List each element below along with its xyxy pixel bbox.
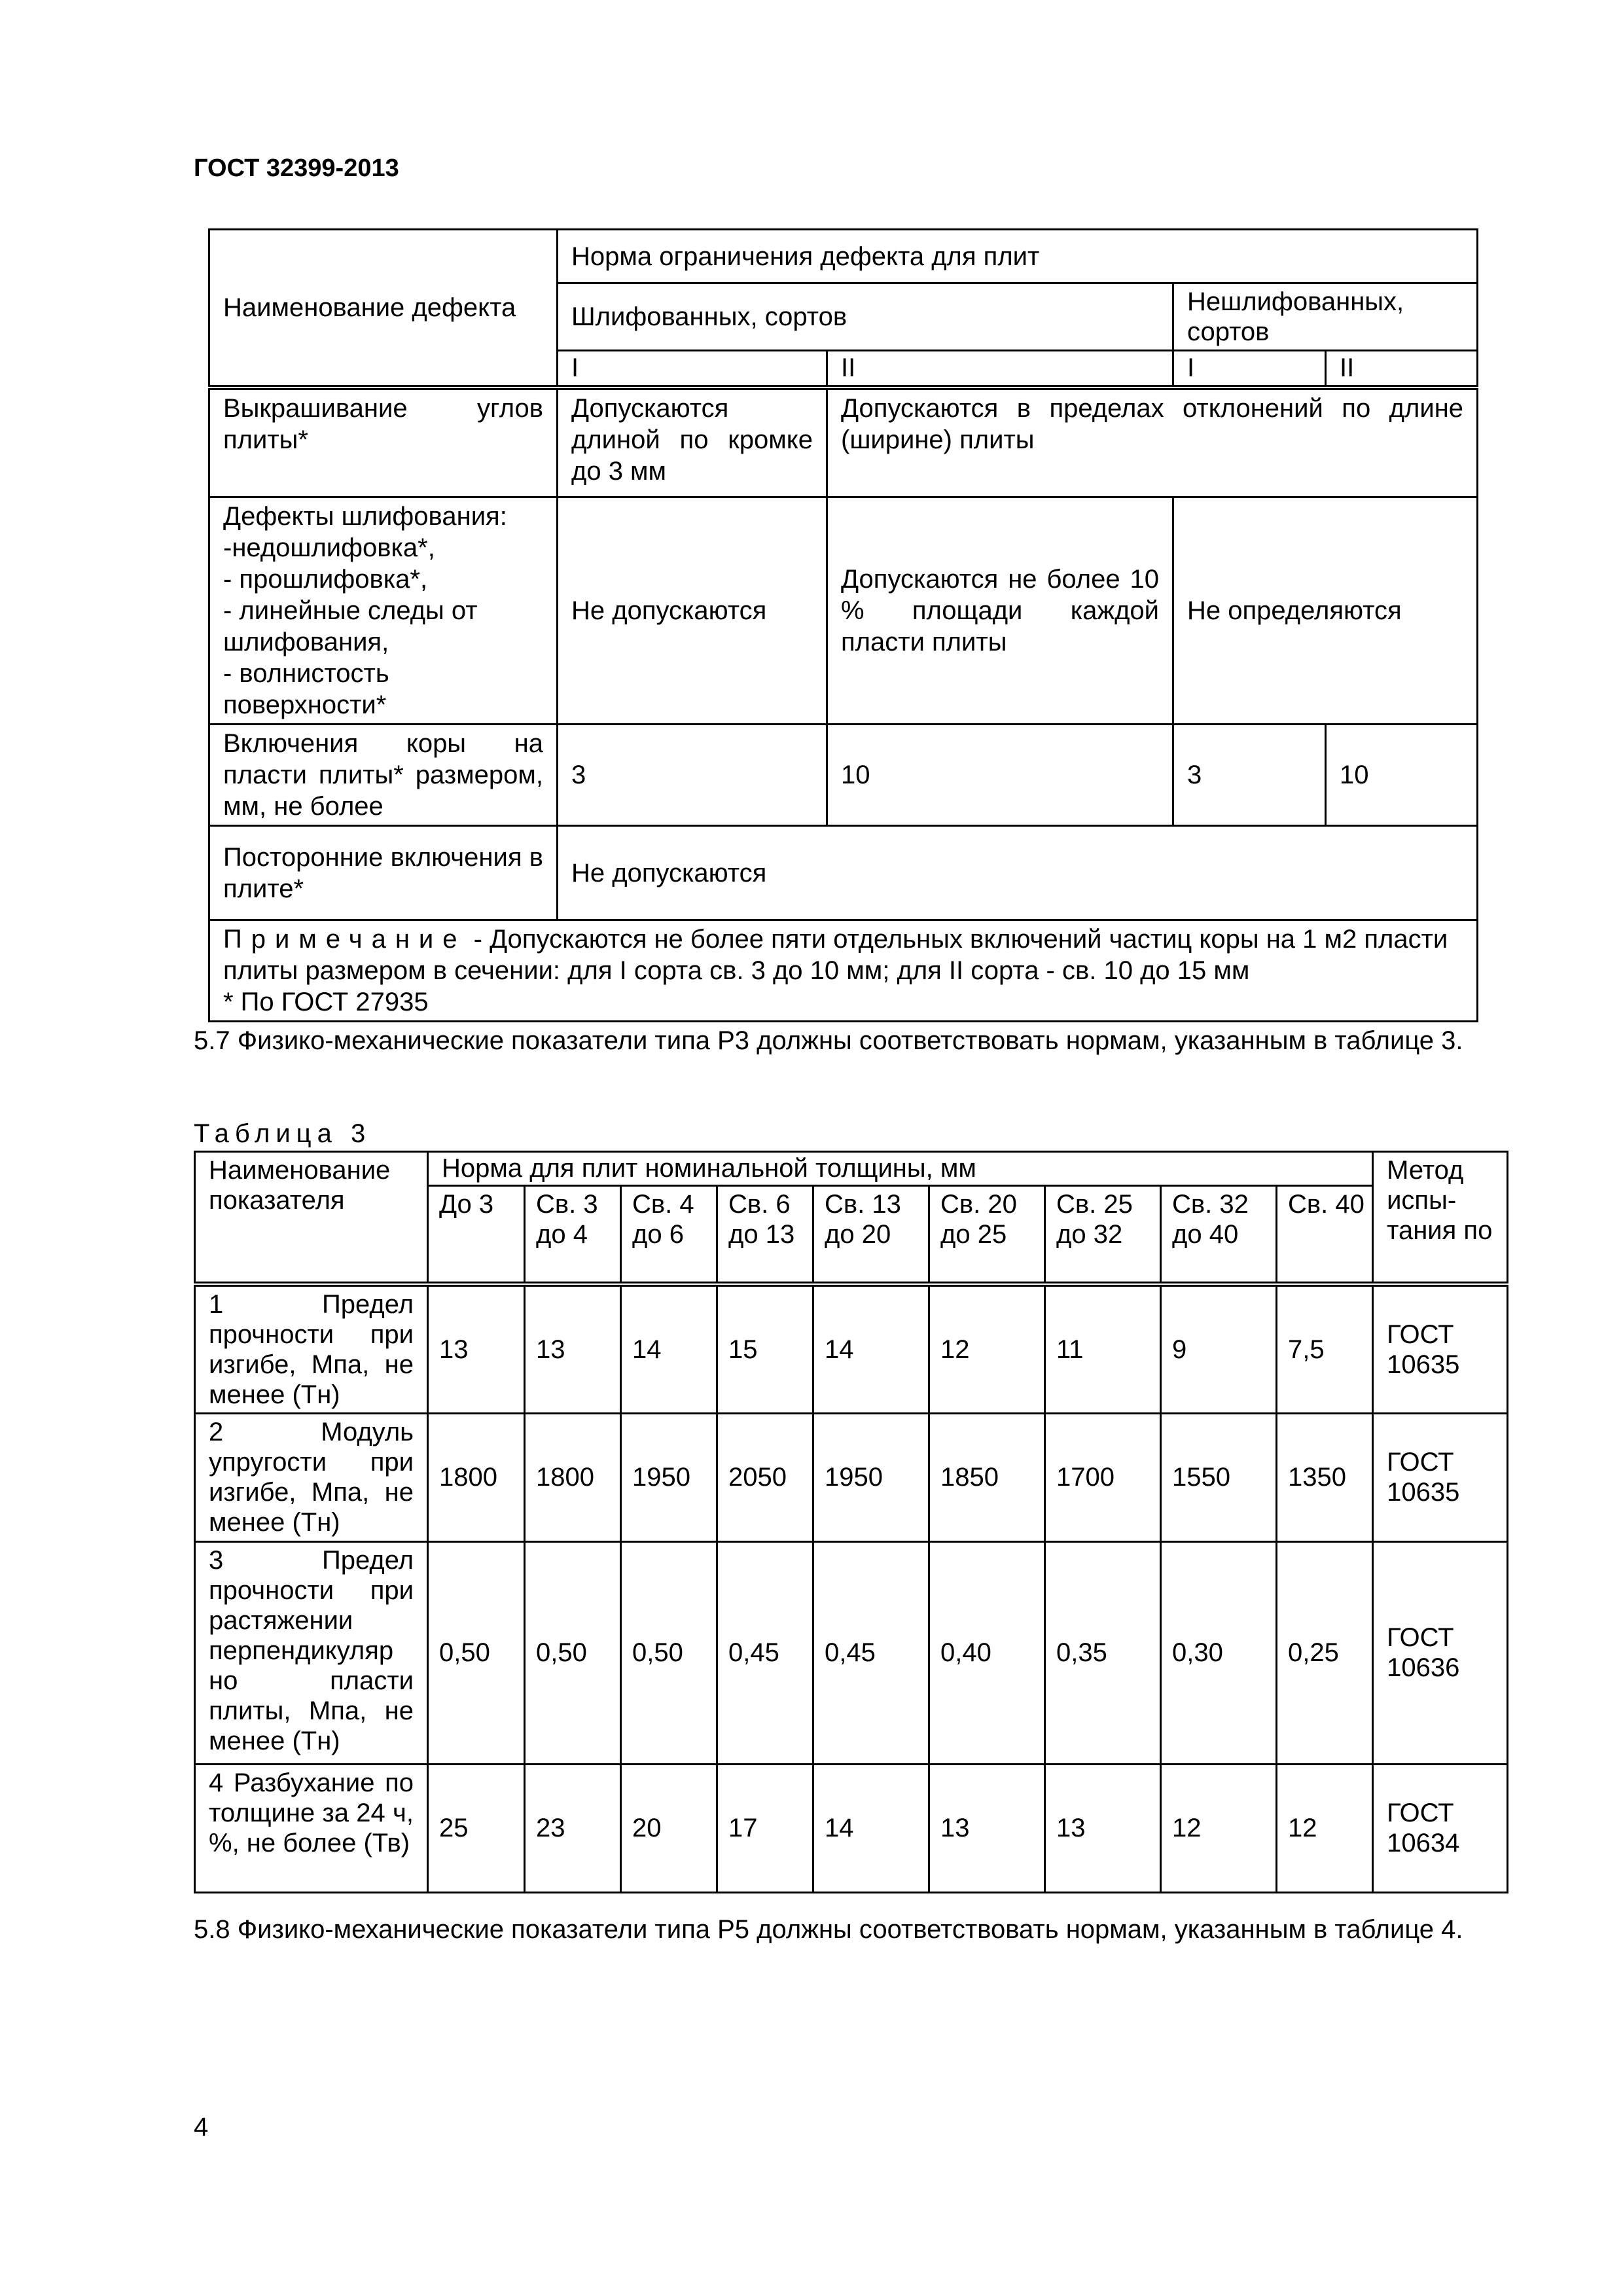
- value-cell: 9: [1161, 1284, 1277, 1414]
- value-cell: 0,45: [813, 1541, 929, 1764]
- method-cell: ГОСТ 10636: [1373, 1541, 1508, 1764]
- norm-cell: Допускаются длиной по кромке до 3 мм: [558, 387, 827, 497]
- indicator-name-cell: 1 Предел прочности при изгибе, Мпа, не менее (Тн): [195, 1284, 428, 1414]
- thickness-col-header: Св. 6 до 13: [717, 1186, 813, 1284]
- value-cell: 1950: [621, 1413, 717, 1541]
- indicator-header: Наименование показателя: [195, 1152, 428, 1284]
- value-cell: 14: [621, 1284, 717, 1414]
- value-cell: 11: [1045, 1284, 1161, 1414]
- grade-cell: II: [827, 351, 1173, 387]
- document-header: ГОСТ 32399-2013: [194, 154, 399, 182]
- value-cell: 23: [525, 1764, 621, 1892]
- value-cell: 1350: [1277, 1413, 1373, 1541]
- norm-cell: Допускаются в пределах отклонений по длине (ширине) плиты: [827, 387, 1478, 497]
- method-header: Метод испы-тания по: [1373, 1152, 1508, 1284]
- value-cell: 13: [525, 1284, 621, 1414]
- value-cell: 10: [827, 725, 1173, 826]
- value-cell: 1700: [1045, 1413, 1161, 1541]
- indicator-name-cell: 2 Модуль упругости при изгибе, Мпа, не менее (Тн): [195, 1413, 428, 1541]
- value-cell: 3: [1173, 725, 1326, 826]
- value-cell: 12: [1277, 1764, 1373, 1892]
- value-cell: 1800: [428, 1413, 525, 1541]
- defect-line: - волнистость поверхности*: [223, 659, 389, 719]
- method-cell: ГОСТ 10635: [1373, 1413, 1508, 1541]
- method-cell: ГОСТ 10635: [1373, 1284, 1508, 1414]
- value-cell: 14: [813, 1764, 929, 1892]
- value-cell: 25: [428, 1764, 525, 1892]
- defect-line: -недошлифовка*,: [223, 533, 435, 562]
- value-cell: 13: [929, 1764, 1045, 1892]
- grade-cell: I: [1173, 351, 1326, 387]
- indicator-name-cell: 3 Предел прочности при растяжении перпендикуляр но пласти плиты, Мпа, не менее (Тн): [195, 1541, 428, 1764]
- thickness-col-header: Св. 32 до 40: [1161, 1186, 1277, 1284]
- value-cell: 0,40: [929, 1541, 1045, 1764]
- paragraph-5-8: 5.8 Физико-механические показатели типа Р5 должны соответствовать нормам, указанным в таблице 4.: [194, 1915, 1463, 1944]
- note-footnote: * По ГОСТ 27935: [223, 988, 429, 1016]
- unpolished-header: Нешлифованных, сортов: [1173, 283, 1478, 351]
- thickness-col-header: До 3: [428, 1186, 525, 1284]
- thickness-col-header: Св. 40: [1277, 1186, 1373, 1284]
- value-cell: 1800: [525, 1413, 621, 1541]
- defect-name-cell: Выкрашивание углов плиты*: [209, 387, 558, 497]
- page-number: 4: [194, 2113, 209, 2142]
- thickness-col-header: Св. 13 до 20: [813, 1186, 929, 1284]
- indicator-name-cell: 4 Разбухание по толщине за 24 ч, %, не более (Тв): [195, 1764, 428, 1892]
- thickness-col-header: Св. 20 до 25: [929, 1186, 1045, 1284]
- value-cell: 0,50: [621, 1541, 717, 1764]
- defects-table: [208, 228, 1478, 1022]
- value-cell: 13: [428, 1284, 525, 1414]
- table-note: [209, 920, 1478, 1022]
- norm-cell: Не допускаются: [558, 826, 1478, 920]
- defect-name-cell: [209, 497, 558, 725]
- physical-properties-table: [194, 1151, 1508, 1893]
- note-label: Примечание: [223, 925, 467, 954]
- thickness-col-header: Св. 3 до 4: [525, 1186, 621, 1284]
- paragraph-5-7: 5.7 Физико-механические показатели типа Р3 должны соответствовать нормам, указанным в таблице 3.: [194, 1026, 1463, 1055]
- defect-name-cell: Посторонние включения в плите*: [209, 826, 558, 920]
- norm-cell: Допускаются не более 10 % площади каждой пласти плиты: [827, 497, 1173, 725]
- value-cell: 20: [621, 1764, 717, 1892]
- value-cell: 3: [558, 725, 827, 826]
- defect-line: - прошлифовка*,: [223, 565, 428, 594]
- thickness-col-header: Св. 4 до 6: [621, 1186, 717, 1284]
- value-cell: 14: [813, 1284, 929, 1414]
- grade-cell: I: [558, 351, 827, 387]
- thickness-col-header: Св. 25 до 32: [1045, 1186, 1161, 1284]
- value-cell: 2050: [717, 1413, 813, 1541]
- defect-name-cell: Включения коры на пласти плиты* размером, мм, не более: [209, 725, 558, 826]
- value-cell: 13: [1045, 1764, 1161, 1892]
- method-cell: ГОСТ 10634: [1373, 1764, 1508, 1892]
- norm-header: Норма ограничения дефекта для плит: [558, 230, 1478, 283]
- value-cell: 10: [1326, 725, 1478, 826]
- defect-name-header: Наименование дефекта: [209, 230, 558, 387]
- thickness-norm-header: Норма для плит номинальной толщины, мм: [428, 1152, 1373, 1186]
- value-cell: 0,50: [428, 1541, 525, 1764]
- value-cell: 0,35: [1045, 1541, 1161, 1764]
- value-cell: 12: [1161, 1764, 1277, 1892]
- note-text: - Допускаются не более пяти отдельных включений частиц коры на 1 м2 пласти плиты размером в сечении: для I сорта св. 3 до 10 мм; для II сорта - св. 10 до 15 мм: [223, 925, 1448, 985]
- polished-header: Шлифованных, сортов: [558, 283, 1173, 351]
- value-cell: 1950: [813, 1413, 929, 1541]
- value-cell: 15: [717, 1284, 813, 1414]
- value-cell: 12: [929, 1284, 1045, 1414]
- value-cell: 0,45: [717, 1541, 813, 1764]
- value-cell: 7,5: [1277, 1284, 1373, 1414]
- value-cell: 1850: [929, 1413, 1045, 1541]
- table-caption: Таблица 3: [194, 1119, 372, 1148]
- value-cell: 0,30: [1161, 1541, 1277, 1764]
- defect-line: Дефекты шлифования:: [223, 502, 507, 531]
- norm-cell: Не допускаются: [558, 497, 827, 725]
- value-cell: 0,25: [1277, 1541, 1373, 1764]
- value-cell: 17: [717, 1764, 813, 1892]
- defect-line: - линейные следы от шлифования,: [223, 596, 478, 656]
- norm-cell: Не определяются: [1173, 497, 1478, 725]
- grade-cell: II: [1326, 351, 1478, 387]
- value-cell: 0,50: [525, 1541, 621, 1764]
- value-cell: 1550: [1161, 1413, 1277, 1541]
